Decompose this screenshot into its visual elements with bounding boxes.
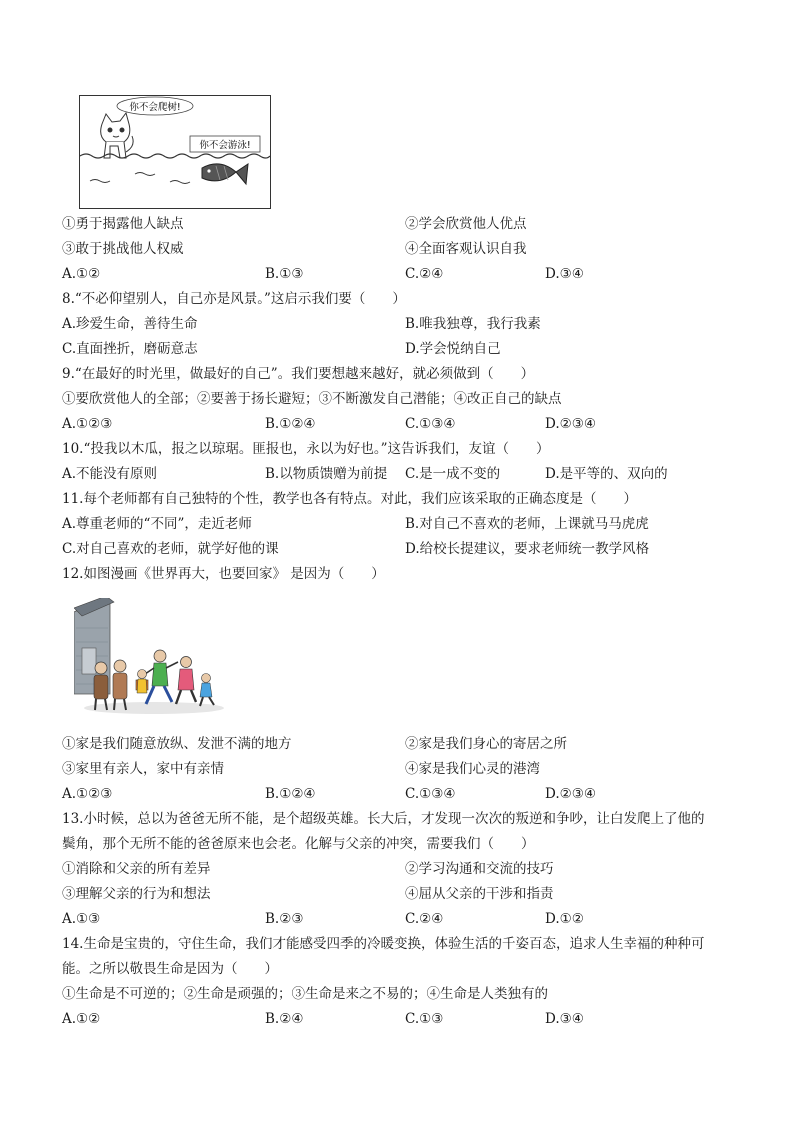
q13-option-4: ④屈从父亲的干涉和指责 (405, 886, 554, 902)
fish-drawing (202, 164, 248, 184)
q10-choice-b: B.以物质馈赠为前提 (265, 466, 388, 482)
q12-choices (62, 785, 596, 803)
q14-choices (62, 1010, 584, 1028)
q8-choice-d: D.学会悦纳自己 (405, 341, 501, 357)
q13-stem-line1: 13.小时候，总以为爸爸无所不能，是个超级英雄。长大后，才发现一次次的叛逆和争吵，让白发爬上了他的 (62, 811, 705, 827)
q12-options-row1 (62, 735, 567, 753)
family-drawing (136, 650, 214, 706)
q12-choice-b: B.①②④ (265, 786, 316, 802)
q11-choice-c: C.对自己喜欢的老师，就学好他的课 (62, 541, 279, 557)
q8-choices-row1 (62, 315, 541, 333)
q7-option-1: ①勇于揭露他人缺点 (62, 216, 184, 232)
q13-option-1: ①消除和父亲的所有差异 (62, 861, 211, 877)
q7-options-row2 (62, 240, 527, 258)
q9-options: ①要欣赏他人的全部；②要善于扬长避短；③不断激发自己潜能；④改正自己的缺点 (62, 391, 562, 407)
q11-choice-a: A.尊重老师的“不同”，走近老师 (62, 516, 252, 532)
q7-option-2: ②学会欣赏他人优点 (405, 216, 527, 232)
q7-choice-b: B.①③ (265, 266, 304, 282)
q14-stem-line2: 能。之所以敬畏生命是因为（ ） (62, 961, 278, 977)
q14-choice-a: A.①② (62, 1011, 101, 1027)
cat-fish-illustration (80, 96, 270, 208)
cat-speech: 你不会爬树! (129, 102, 181, 113)
q12-option-2: ②家是我们身心的寄居之所 (405, 736, 567, 752)
q7-option-3: ③敢于挑战他人权威 (62, 241, 184, 257)
q12-stem: 12.如图漫画《世界再大，也要回家》 是因为（ ） (62, 566, 385, 582)
q9-choice-d: D.②③④ (545, 416, 596, 432)
q11-choice-b: B.对自己不喜欢的老师，上课就马马虎虎 (405, 516, 649, 532)
q10-choice-d: D.是平等的、双向的 (545, 466, 668, 482)
q12-choice-c: C.①③④ (405, 786, 456, 802)
q7-option-4: ④全面客观认识自我 (405, 241, 527, 257)
q7-options-row1 (62, 215, 527, 233)
q9-choice-b: B.①②④ (265, 416, 316, 432)
q11-choices-row2 (62, 540, 650, 558)
q9-choices (62, 415, 596, 433)
q7-choice-a: A.①② (62, 266, 101, 282)
q8-choice-a: A.珍爱生命，善待生命 (62, 316, 198, 332)
q7-choice-c: C.②④ (405, 266, 444, 282)
q10-choices (62, 465, 668, 483)
grandparents-drawing (94, 660, 127, 710)
q9-choice-a: A.①②③ (62, 416, 113, 432)
q10-stem: 10.“投我以木瓜，报之以琼琚。匪报也，永以为好也。”这告诉我们，友谊（ ） (62, 441, 550, 457)
fish-speech: 你不会游泳! (199, 140, 251, 151)
q9-stem: 9.“在最好的时光里，做最好的自己”。我们要想越来越好，就必须做到（ ） (62, 366, 535, 382)
q12-choice-a: A.①②③ (62, 786, 113, 802)
q14-choice-c: C.①③ (405, 1011, 444, 1027)
q7-choice-d: D.③④ (545, 266, 584, 282)
q13-option-2: ②学习沟通和交流的技巧 (405, 861, 554, 877)
q8-choice-b: B.唯我独尊，我行我素 (405, 316, 541, 332)
q7-choices (62, 265, 584, 283)
q14-choice-d: D.③④ (545, 1011, 584, 1027)
q13-options-row2 (62, 885, 554, 903)
q8-choice-c: C.直面挫折，磨砺意志 (62, 341, 198, 357)
q13-choice-c: C.②④ (405, 911, 444, 927)
q13-choice-b: B.②③ (265, 911, 304, 927)
family-cartoon (74, 598, 224, 716)
q12-options-row2 (62, 760, 540, 778)
q11-choice-d: D.给校长提建议，要求老师统一教学风格 (405, 541, 650, 557)
q12-choice-d: D.②③④ (545, 786, 596, 802)
q8-choices-row2 (62, 340, 501, 358)
q12-option-3: ③家里有亲人，家中有亲情 (62, 761, 224, 777)
q10-choice-a: A.不能没有原则 (62, 466, 158, 482)
q11-choices-row1 (62, 515, 649, 533)
q13-options-row1 (62, 860, 554, 878)
q14-stem-line1: 14.生命是宝贵的，守住生命，我们才能感受四季的冷暖变换，体验生活的千姿百态，追求人生幸福的种种可 (62, 936, 705, 952)
q13-stem-line2: 鬓角，那个无所不能的爸爸原来也会老。化解与父亲的冲突，需要我们（ ） (62, 836, 535, 852)
q8-stem: 8.“不必仰望别人，自己亦是风景。”这启示我们要（ ） (62, 291, 406, 307)
q14-choice-b: B.②④ (265, 1011, 304, 1027)
q9-choice-c: C.①③④ (405, 416, 456, 432)
family-illustration (74, 598, 224, 716)
q14-options: ①生命是不可逆的；②生命是顽强的；③生命是来之不易的；④生命是人类独有的 (62, 986, 548, 1002)
q13-choice-d: D.①② (545, 911, 584, 927)
q12-option-4: ④家是我们心灵的港湾 (405, 761, 540, 777)
q13-option-3: ③理解父亲的行为和想法 (62, 886, 211, 902)
q13-choices (62, 910, 584, 928)
q12-option-1: ①家是我们随意放纵、发泄不满的地方 (62, 736, 292, 752)
q11-stem: 11.每个老师都有自己独特的个性，教学也各有特点。对此，我们应该采取的正确态度是（ ） (62, 491, 637, 507)
q13-choice-a: A.①③ (62, 911, 101, 927)
q10-choice-c: C.是一成不变的 (405, 466, 501, 482)
cat-fish-cartoon (79, 95, 271, 209)
cat-drawing (101, 113, 133, 158)
